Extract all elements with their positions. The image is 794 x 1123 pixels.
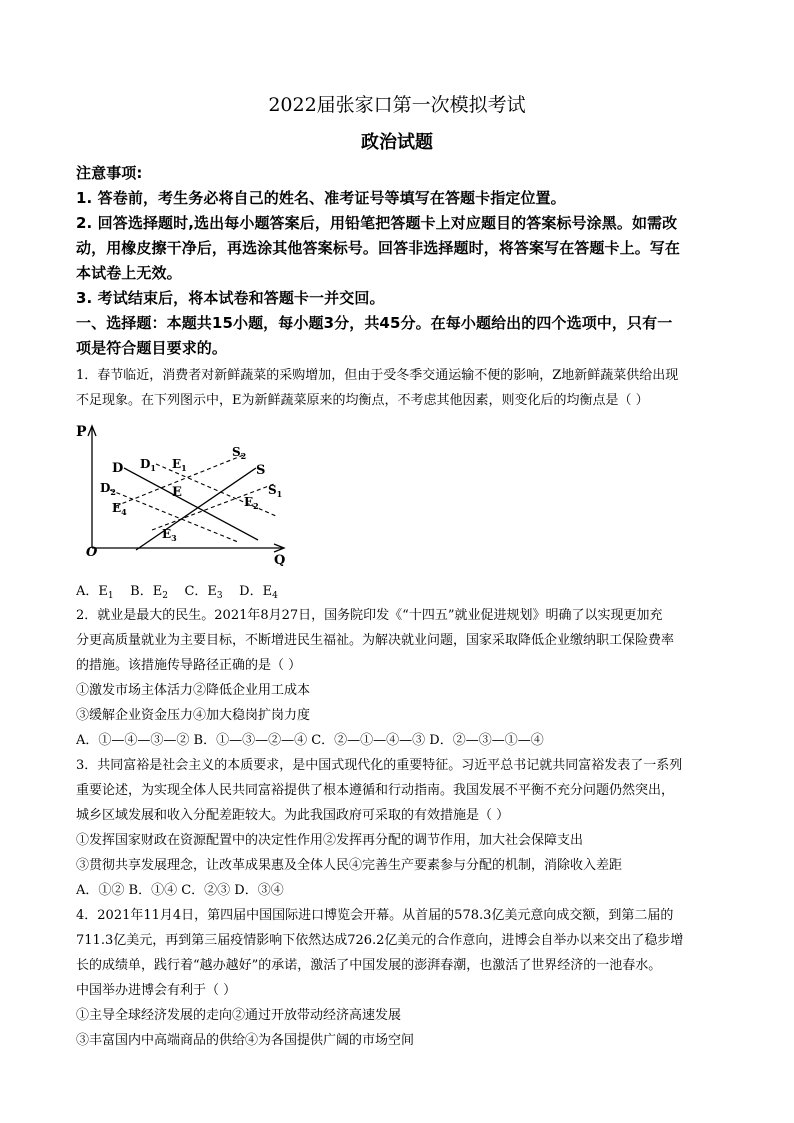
exam-subtitle: 政治试题 [361, 132, 433, 153]
notes-item-2-line-1: 2. 回答选择题时,选出每小题答案后，用铅笔把答题卡上对应题目的答案标号涂黑。如需改 [76, 214, 678, 232]
notes-heading: 注意事项: [76, 164, 143, 182]
q3-item-line-1: ①发挥国家财政在资源配置中的决定性作用②发挥再分配的调节作用，加大社会保障支出 [76, 833, 584, 848]
label-d1: $D_1$ [140, 457, 156, 473]
label-e4: $E_4$ [112, 501, 127, 517]
label-e1: $E_1$ [172, 457, 187, 473]
notes-item-1: 1. 答卷前，考生务必将自己的姓名、准考证号等填写在答题卡指定位置。 [76, 189, 566, 207]
q4-stem-line-3: 长的成绩单，践行着“越办越好”的承诺，激活了中国发展的澎湃春潮，也激活了世界经济的一池春水。 [76, 958, 662, 973]
q2-stem-line-2: 分更高质量就业为主要目标，不断增进民生福祉。为解决就业问题，国家采取降低企业缴纳职工保险费率 [76, 633, 675, 648]
label-s: S [256, 463, 266, 478]
q3-options: A．①② B．①④ C．②③ D．③④ [76, 883, 284, 898]
section-heading-line-2: 项是符合题目要求的。 [76, 339, 228, 357]
q2-item-line-2: ③缓解企业资金压力④加大稳岗扩岗力度 [76, 708, 311, 723]
q1-option-a: A．$E_1$ [76, 584, 114, 601]
p-axis-label: P [76, 424, 87, 440]
q3-stem-line-2: 重要论述，为实现全体人民共同富裕提供了根本遵循和行动指南。我国发展不平衡不充分问题仍然突出， [76, 783, 675, 798]
notes-item-2-line-2: 动，用橡皮擦干净后，再选涂其他答案标号。回答非选择题时，将答案写在答题卡上。写在 [76, 239, 681, 257]
origin-label: O [86, 545, 98, 560]
q3-stem-line-3: 城乡区域发展和收入分配差距较大。为此我国政府可采取的有效措施是（ ） [76, 808, 510, 823]
q4-item-line-2: ③丰富国内中高端商品的供给④为各国提供广阔的市场空间 [76, 1033, 415, 1048]
q2-stem-line-3: 的措施。该措施传导路径正确的是（ ） [76, 658, 302, 673]
q1-stem-line-2: 不足现象。在下列图示中，E为新鲜蔬菜原来的均衡点，不考虑其他因素，则变化后的均衡点是（ ） [76, 393, 649, 408]
label-s2: $S_2$ [232, 445, 247, 461]
q4-stem-line-2: 711.3亿美元，再到第三届疫情影响下依然达成726.2亿美元的合作意向，进博会自举办以来交出了稳步增 [76, 933, 684, 948]
supply-demand-graph [76, 418, 304, 566]
q1-options [76, 580, 726, 601]
label-s1: $S_1$ [268, 483, 283, 499]
q2-item-line-1: ①激发市场主体活力②降低企业用工成本 [76, 683, 311, 698]
q4-item-line-1: ①主导全球经济发展的走向②通过开放带动经济高速发展 [76, 1008, 402, 1023]
q2-stem-line-1: 2．就业是最大的民生。2021年8月27日，国务院印发《“十四五”就业促进规划》明确了以实现更加充 [76, 608, 663, 623]
q1-stem-line-1: 1．春节临近，消费者对新鲜蔬菜的采购增加，但由于受冬季交通运输不便的影响，Z地新鲜蔬菜供给出现 [76, 368, 679, 383]
q1-option-c: C．$E_3$ [184, 584, 223, 601]
q3-item-line-2: ③贯彻共享发展理念，让改革成果惠及全体人民④完善生产要素参与分配的机制，消除收入差距 [76, 858, 623, 873]
section-heading-line-1: 一、选择题：本题共15小题，每小题3分，共45分。在每小题给出的四个选项中，只有一 [76, 314, 673, 332]
q4-stem-line-4: 中国举办进博会有利于（ ） [76, 983, 237, 998]
notes-item-3: 3. 考试结束后，将本试卷和答题卡一并交回。 [76, 289, 385, 307]
label-d: D [112, 461, 124, 476]
q1-option-d: D．$E_4$ [239, 584, 278, 601]
supply-curve-s [136, 468, 256, 550]
label-e: E [172, 485, 182, 500]
q1-option-b: B．$E_2$ [130, 584, 168, 601]
q4-stem-line-1: 4．2021年11月4日，第四届中国国际进口博览会开幕。从首届的578.3亿美元意向成交额，到第二届的 [76, 908, 674, 923]
q3-stem-line-1: 3．共同富裕是社会主义的本质要求，是中国式现代化的重要特征。习近平总书记就共同富裕发表了一系列 [76, 758, 683, 773]
label-d2: $D_2$ [100, 481, 116, 497]
q2-options: A．①—④—③—② B．①—③—②—④ C．②—①—④—③ D．②—③—①—④ [76, 733, 544, 748]
label-e2: $E_2$ [244, 495, 259, 511]
notes-item-2-line-3: 本试卷上无效。 [76, 264, 182, 282]
label-e3: $E_3$ [162, 527, 177, 543]
q-axis-label: Q [274, 553, 286, 566]
exam-title: 2022届张家口第一次模拟考试 [268, 94, 526, 116]
